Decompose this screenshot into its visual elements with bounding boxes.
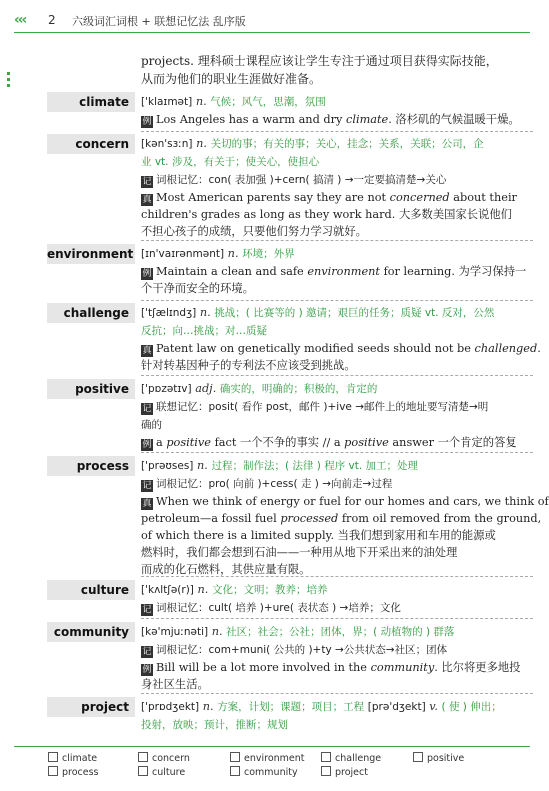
checklist-item[interactable]: concern [138,752,190,764]
memory-tag: 记 [142,404,152,414]
divider [141,131,533,132]
checklist-item[interactable]: process [48,766,99,778]
book-title: 六级词汇词根 + 联想记忆法 乱序版 [72,15,246,28]
phonetic: [kən'sɜːn] [141,138,193,150]
example-tag: 例 [142,440,152,450]
phonetic: ['kʌltʃə(r)] [141,584,194,596]
header-rule [14,32,530,33]
checkbox-icon[interactable] [138,766,148,776]
meaning: 社区；社会；公社；团体，界；( 动植物的 ) 群落 [226,626,455,638]
divider [141,452,533,453]
chevron-left-icon: ‹‹‹ [14,12,26,28]
meaning: 关切的事；有关的事；关心，挂念；关系，关联；公司，企 [210,138,484,150]
meaning: 确实的，明确的；积极的，肯定的 [219,383,378,395]
example-tag: 例 [142,665,152,675]
phonetic: [ɪn'vaɪrənmənt] [141,248,225,260]
real-exam-tag: 真 [142,195,152,205]
meaning: 文化；文明；教养；培养 [211,584,328,596]
phonetic: ['klaɪmət] [141,96,193,108]
meaning: 气候；风气，思潮，氛围 [210,96,326,108]
real-exam-tag: 真 [142,499,152,509]
example-tag: 例 [142,269,152,279]
checkbox-icon[interactable] [138,752,148,762]
example-tag: 例 [142,117,152,127]
checkbox-icon[interactable] [321,766,331,776]
footer-rule [14,746,530,747]
checkbox-icon[interactable] [48,766,58,776]
phonetic: [kə'mjuːnəti] [141,626,209,638]
page-header [0,0,537,36]
checklist-item[interactable]: climate [48,752,97,764]
headword: concern [47,134,135,154]
checklist-item[interactable]: positive [413,752,464,764]
checklist-item[interactable]: community [230,766,298,778]
meaning: 方案，计划；课题；项目；工程 [217,701,365,713]
memory-tag: 记 [142,177,152,187]
divider [141,375,533,376]
meaning: 过程；制作法；( 法律 ) 程序 vt. 加工；处理 [211,460,419,472]
memory-tag: 记 [142,481,152,491]
checklist-item[interactable]: challenge [321,752,381,764]
headword: positive [47,379,135,399]
memory-tag: 记 [142,605,152,615]
checklist-item[interactable]: culture [138,766,185,778]
meaning: 环境；外界 [242,248,295,260]
headword: project [47,697,135,717]
headword: community [47,622,135,642]
checkbox-icon[interactable] [230,766,240,776]
divider [141,576,533,577]
headword: culture [47,580,135,600]
phonetic: ['prɒdʒekt] [141,701,200,713]
intro-text: projects. 理科硕士课程应该让学生专注于通过项目获得实际技能， 从而为他们的职业生涯做好准备。 [141,54,498,86]
real-exam-tag: 真 [142,346,152,356]
checklist-item[interactable]: project [321,766,368,778]
phonetic: ['pɒzətɪv] [141,383,192,395]
checklist-item[interactable]: environment [230,752,305,764]
checkbox-icon[interactable] [413,752,423,762]
headword: climate [47,92,135,112]
divider [141,300,533,301]
phonetic: ['prəʊses] [141,460,194,472]
checkbox-icon[interactable] [321,752,331,762]
divider [141,240,533,241]
margin-marks [7,72,13,90]
memory-tag: 记 [142,647,152,657]
headword: environment [47,244,135,264]
page-number: 2 [48,13,56,27]
phonetic: ['tʃælɪndʒ] [141,307,197,319]
checkbox-icon[interactable] [230,752,240,762]
meaning: 挑战；( 比赛等的 ) 邀请；艰巨的任务；质疑 vt. 反对，公然 [214,307,495,319]
checkbox-icon[interactable] [48,752,58,762]
headword: process [47,456,135,476]
divider [141,618,533,619]
divider [141,693,533,694]
headword: challenge [47,303,135,323]
